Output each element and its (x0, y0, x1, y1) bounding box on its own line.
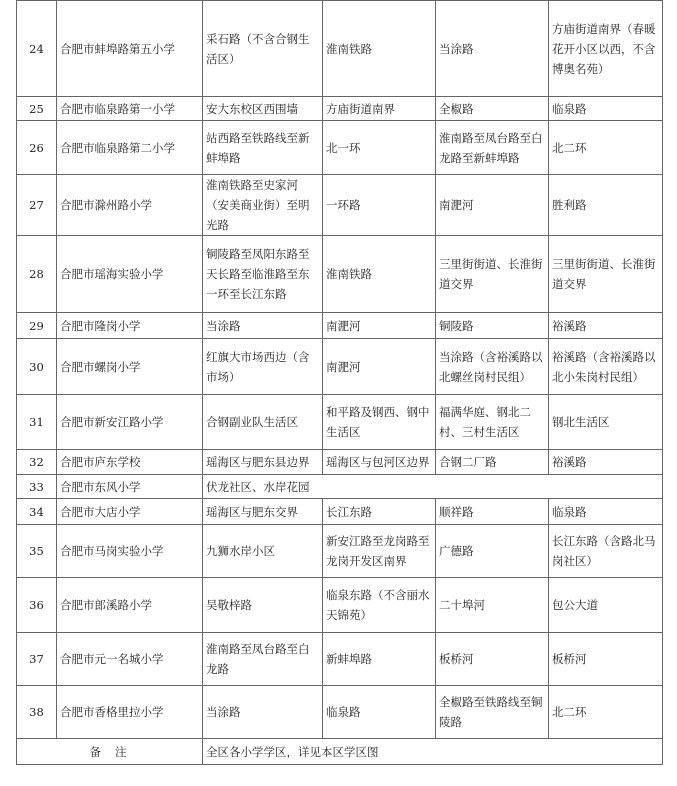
cell-north: 胜利路 (549, 175, 663, 236)
cell-school: 合肥市东风小学 (57, 475, 203, 499)
cell-north: 长江东路（含路北马岗社区） (549, 525, 663, 578)
cell-no: 37 (17, 633, 57, 686)
cell-west: 当涂路 (203, 313, 323, 339)
cell-school: 合肥市临泉路第一小学 (57, 97, 203, 121)
cell-south: 和平路及钢西、钢中生活区 (323, 395, 436, 450)
cell-east: 合钢二厂路 (436, 450, 549, 475)
cell-no: 24 (17, 1, 57, 97)
cell-no: 30 (17, 339, 57, 395)
table-row (17, 97, 663, 121)
cell-west: 淮南路至凤台路至白龙路 (203, 633, 323, 686)
table-row (17, 339, 663, 395)
table-row (17, 450, 663, 475)
table-row (17, 313, 663, 339)
table-row (17, 175, 663, 236)
cell-west: 九狮水岸小区 (203, 525, 323, 578)
cell-no: 31 (17, 395, 57, 450)
cell-west: 安大东校区西围墙 (203, 97, 323, 121)
cell-east: 三里街街道、长淮街道交界 (436, 236, 549, 313)
cell-school: 合肥市郎溪路小学 (57, 578, 203, 633)
table-row (17, 578, 663, 633)
cell-no: 38 (17, 686, 57, 739)
cell-north: 北二环 (549, 686, 663, 739)
cell-north: 临泉路 (549, 97, 663, 121)
school-district-table (16, 0, 663, 765)
cell-south: 临泉路 (323, 686, 436, 739)
cell-school: 合肥市新安江路小学 (57, 395, 203, 450)
cell-east: 全椒路至铁路线至铜陵路 (436, 686, 549, 739)
cell-north: 裕溪路 (549, 313, 663, 339)
table-row (17, 121, 663, 175)
cell-west: 铜陵路至凤阳东路至天长路至临淮路至东一环至长江东路 (203, 236, 323, 313)
cell-east: 当涂路 (436, 1, 549, 97)
table-row (17, 633, 663, 686)
cell-no: 26 (17, 121, 57, 175)
cell-west: 瑶海区与肥东交界 (203, 499, 323, 525)
cell-north: 方庙街道南界（春暖花开小区以西，不含博奥名苑） (549, 1, 663, 97)
cell-south: 新蚌埠路 (323, 633, 436, 686)
cell-school: 合肥市庐东学校 (57, 450, 203, 475)
cell-north: 包公大道 (549, 578, 663, 633)
cell-no: 29 (17, 313, 57, 339)
note-label: 备注 (17, 739, 203, 765)
cell-school: 合肥市滁州路小学 (57, 175, 203, 236)
cell-north: 裕溪路（含裕溪路以北小朱岗村民组） (549, 339, 663, 395)
table-body (17, 1, 663, 765)
cell-north: 北二环 (549, 121, 663, 175)
cell-south: 淮南铁路 (323, 236, 436, 313)
cell-school: 合肥市临泉路第二小学 (57, 121, 203, 175)
note-text: 全区各小学学区，详见本区学区图 (203, 739, 663, 765)
cell-north: 三里街街道、长淮街道交界 (549, 236, 663, 313)
cell-school: 合肥市大店小学 (57, 499, 203, 525)
table-row (17, 475, 663, 499)
cell-school: 合肥市马岗实验小学 (57, 525, 203, 578)
cell-north: 临泉路 (549, 499, 663, 525)
table-row (17, 1, 663, 97)
cell-school: 合肥市螺岗小学 (57, 339, 203, 395)
cell-south: 瑶海区与包河区边界 (323, 450, 436, 475)
cell-no: 35 (17, 525, 57, 578)
table-row (17, 236, 663, 313)
cell-south: 北一环 (323, 121, 436, 175)
cell-no: 34 (17, 499, 57, 525)
cell-south: 南淝河 (323, 313, 436, 339)
cell-east: 当涂路（含裕溪路以北螺丝岗村民组） (436, 339, 549, 395)
cell-south: 长江东路 (323, 499, 436, 525)
cell-east: 全椒路 (436, 97, 549, 121)
cell-no: 27 (17, 175, 57, 236)
cell-school: 合肥市香格里拉小学 (57, 686, 203, 739)
cell-south: 一环路 (323, 175, 436, 236)
table-row (17, 686, 663, 739)
cell-west: 站西路至铁路线至新蚌埠路 (203, 121, 323, 175)
cell-north: 裕溪路 (549, 450, 663, 475)
table-row (17, 395, 663, 450)
cell-school: 合肥市隆岗小学 (57, 313, 203, 339)
cell-west: 瑶海区与肥东县边界 (203, 450, 323, 475)
cell-east: 福满华庭、钢北二村、三村生活区 (436, 395, 549, 450)
cell-west: 合钢副业队生活区 (203, 395, 323, 450)
cell-south: 南淝河 (323, 339, 436, 395)
cell-school: 合肥市瑶海实验小学 (57, 236, 203, 313)
cell-east: 南淝河 (436, 175, 549, 236)
cell-west: 淮南铁路至史家河（安美商业街）至明光路 (203, 175, 323, 236)
table-row (17, 525, 663, 578)
cell-no: 32 (17, 450, 57, 475)
cell-school: 合肥市蚌埠路第五小学 (57, 1, 203, 97)
cell-span: 伏龙社区、水岸花园 (203, 475, 663, 499)
cell-west: 红旗大市场西边（含市场） (203, 339, 323, 395)
cell-east: 板桥河 (436, 633, 549, 686)
footer-row (17, 739, 663, 765)
cell-east: 铜陵路 (436, 313, 549, 339)
cell-school: 合肥市元一名城小学 (57, 633, 203, 686)
cell-no: 33 (17, 475, 57, 499)
cell-west: 吴敬梓路 (203, 578, 323, 633)
cell-no: 25 (17, 97, 57, 121)
cell-no: 28 (17, 236, 57, 313)
cell-no: 36 (17, 578, 57, 633)
cell-west: 当涂路 (203, 686, 323, 739)
cell-south: 临泉东路（不含丽水天锦苑） (323, 578, 436, 633)
cell-north: 板桥河 (549, 633, 663, 686)
cell-east: 淮南路至凤台路至白龙路至新蚌埠路 (436, 121, 549, 175)
cell-north: 钢北生活区 (549, 395, 663, 450)
cell-east: 顺祥路 (436, 499, 549, 525)
cell-west: 采石路（不含合钢生活区） (203, 1, 323, 97)
cell-south: 新安江路至龙岗路至龙岗开发区南界 (323, 525, 436, 578)
cell-east: 广德路 (436, 525, 549, 578)
cell-east: 二十埠河 (436, 578, 549, 633)
table-row (17, 499, 663, 525)
cell-south: 方庙街道南界 (323, 97, 436, 121)
cell-south: 淮南铁路 (323, 1, 436, 97)
